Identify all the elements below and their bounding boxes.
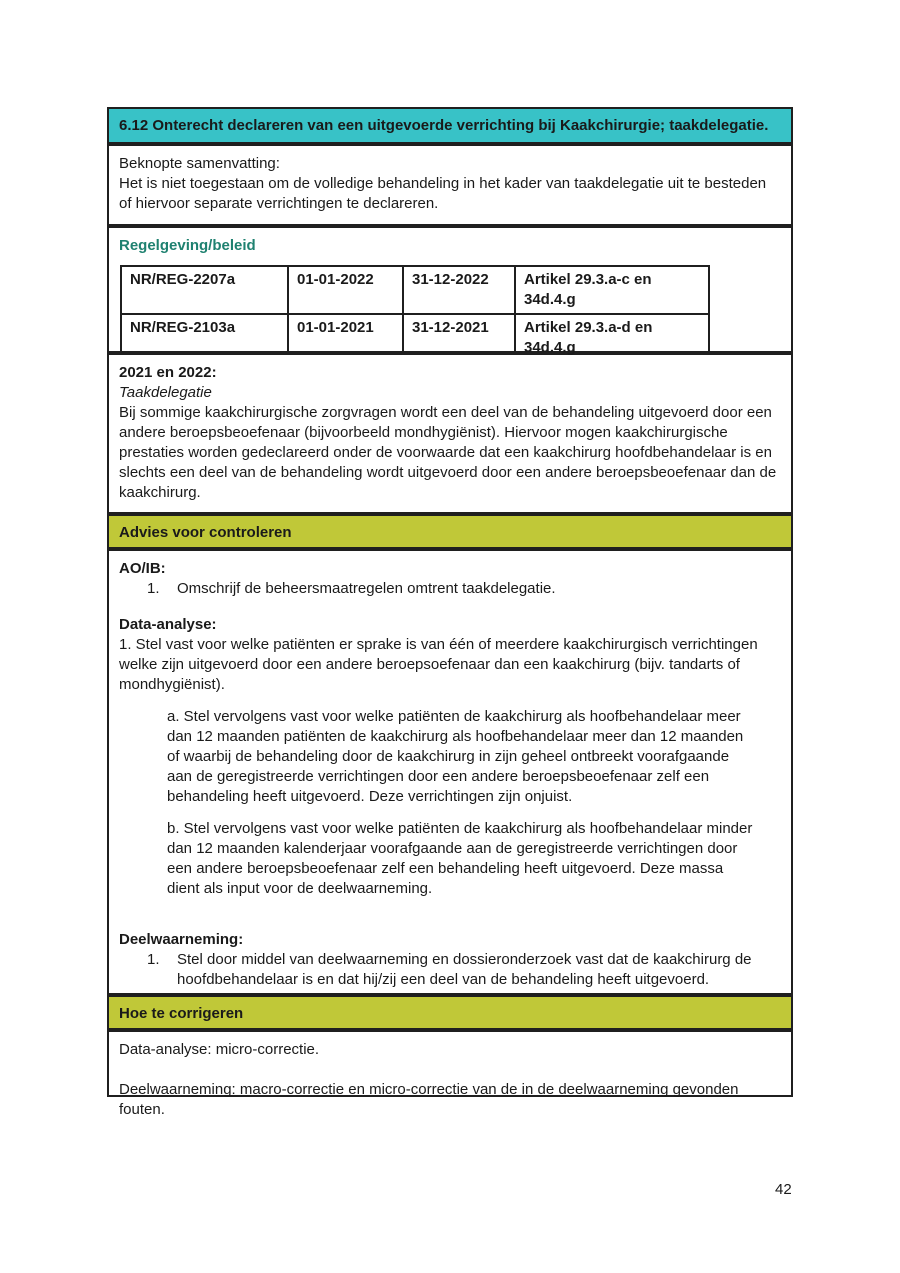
correction-line-1: Data-analyse: micro-correctie.	[119, 1041, 320, 1058]
advice-body	[107, 549, 793, 995]
period-text: Bij sommige kaakchirurgische zorgvragen wordt een deel van de behandeling uitgevoerd door een andere beroepsbeoefenaar (bijvoorbeeld mondhygiënist). Hiervoor mogen kaakchirurgische prestaties worden gedeclareerd onder de voorwaarde dat een kaakchirurg hoofdbehandelaar is en slechts een deel van de behandeling wordt uitgevoerd door een andere beroepsbeoefenaar dan de kaakchirurg.	[119, 404, 777, 501]
page-number: 42	[775, 1181, 792, 1198]
data-analysis-item-a: a. Stel vervolgens vast voor welke patiënten de kaakchirurg als hoofbehandelaar meer dan 12 maanden patiënten de kaakchirurg als hoofbehandelaar meer dan 12 maanden of waarbij de behandeling door de kaakchirurg in zijn geheel ontbreekt voorafgaande aan de geregistreerde verrichtingen door een andere beroepsbeoefenaar zelf een behandeling heeft uitgevoerd. Deze verrichtingen zijn onjuist.	[167, 708, 744, 805]
regulation-title: Regelgeving/beleid	[119, 237, 256, 254]
data-analysis-label: Data-analyse:	[119, 616, 217, 633]
period-box	[107, 353, 793, 514]
aoib-label: AO/IB:	[119, 560, 166, 577]
data-analysis-item-b: b. Stel vervolgens vast voor welke patiënten de kaakchirurg als hoofbehandelaar minder dan 12 maanden kalenderjaar voorafgaande aan de geregistreerde verrichtingen door een andere beroepsbeoefenaar zelf een behandeling heeft uitgevoerd. Deze massa dient als input voor de deelwaarneming.	[167, 820, 753, 897]
period-label: 2021 en 2022:	[119, 364, 217, 381]
regulation-code-cell: NR/REG-2103a	[121, 314, 288, 362]
start-date-cell: 01-01-2022	[288, 266, 403, 314]
regulation-box	[107, 226, 793, 356]
correction-line-2: Deelwaarneming: macro-correctie en micro-correctie van de in de deelwaarneming gevonden fouten.	[119, 1081, 739, 1118]
regulation-code-cell: NR/REG-2207a	[121, 266, 288, 314]
period-subtitle: Taakdelegatie	[119, 384, 212, 401]
correction-body	[107, 1030, 793, 1118]
list-item-text: Omschrijf de beheersmaatregelen omtrent taakdelegatie.	[177, 580, 556, 597]
list-item	[119, 950, 781, 990]
article-cell: Artikel 29.3.a-d en 34d.4.g	[515, 314, 709, 362]
summary-text: Het is niet toegestaan om de volledige behandeling in het kader van taakdelegatie uit te besteden of hiervoor separate verrichtingen te declareren.	[119, 175, 767, 212]
list-item	[119, 579, 781, 599]
start-date-cell: 01-01-2021	[288, 314, 403, 362]
correction-bar-title: Hoe te corrigeren	[119, 1005, 244, 1022]
correction-bar	[107, 995, 793, 1030]
section-title-bar	[107, 107, 793, 144]
data-analysis-intro: 1. Stel vast voor welke patiënten er sprake is van één of meerdere kaakchirurgisch verrichtingen welke zijn uitgevoerd door een andere beroepsoefenaar dan een kaakchirurg (bijv. tandarts of mondhygiënist).	[119, 636, 758, 693]
summary-label: Beknopte samenvatting:	[119, 155, 280, 172]
list-item-marker: 1.	[147, 580, 160, 597]
section-title: 6.12 Onterecht declareren van een uitgevoerde verrichting bij Kaakchirurgie; taakdelegatie.	[119, 117, 769, 134]
article-cell: Artikel 29.3.a-c en 34d.4.g	[515, 266, 709, 314]
advice-bar-title: Advies voor controleren	[119, 524, 292, 541]
summary-box	[107, 144, 793, 226]
regulation-table	[120, 265, 710, 363]
list-item-text: Stel door middel van deelwaarneming en dossieronderzoek vast dat de kaakchirurg de hoofdbehandelaar is en dat hij/zij een deel van de behandeling heeft uitgevoerd.	[177, 951, 752, 988]
end-date-cell: 31-12-2022	[403, 266, 515, 314]
content-area	[107, 107, 793, 1118]
advice-bar	[107, 514, 793, 549]
table-row	[121, 266, 709, 314]
list-item-marker: 1.	[147, 951, 160, 968]
sampling-label: Deelwaarneming:	[119, 931, 244, 948]
end-date-cell: 31-12-2021	[403, 314, 515, 362]
